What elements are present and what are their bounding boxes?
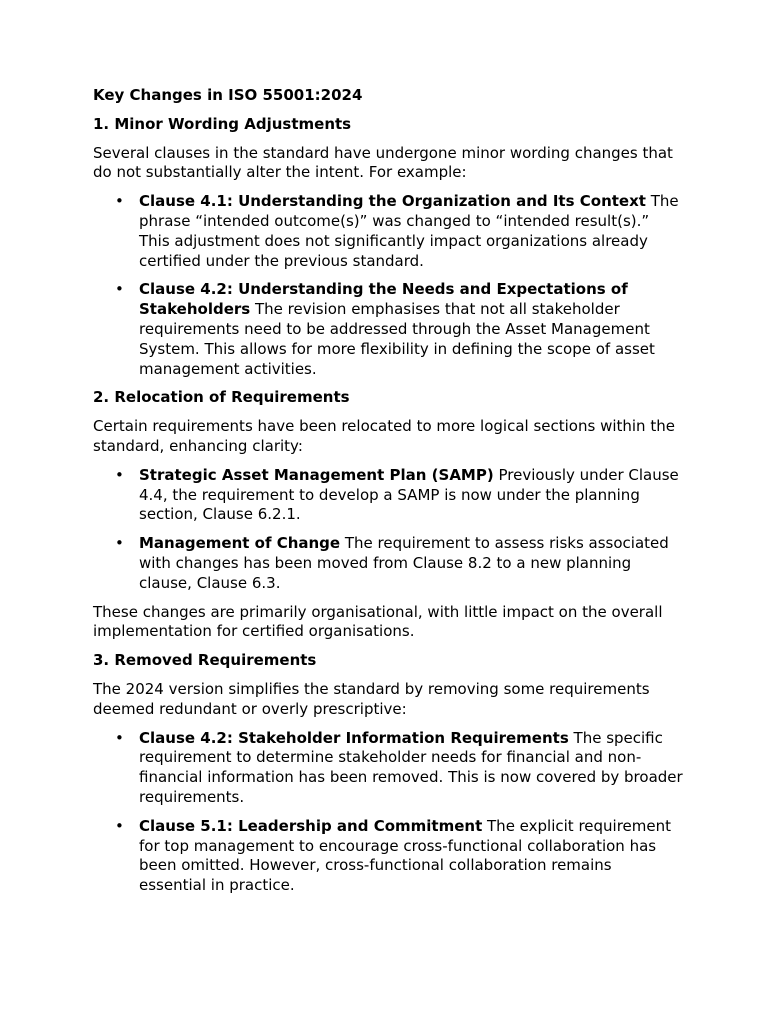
bullet-icon: • <box>115 192 124 211</box>
list-item <box>93 280 683 379</box>
item-term: Strategic Asset Management Plan (SAMP) <box>139 465 494 484</box>
bullet-icon: • <box>115 728 124 747</box>
bullet-list <box>93 466 683 594</box>
item-text: The requirement to assess risks associated with changes has been moved from Clause 8.2 to a new planning clause, Clause 6.3. <box>139 534 669 592</box>
item-text: The specific requirement to determine stakeholder needs for financial and non-financial information has been removed. This is now covered by broader requirements. <box>139 728 683 806</box>
bullet-icon: • <box>115 465 124 484</box>
document-title: Key Changes in ISO 55001:2024 <box>93 86 363 104</box>
list-item <box>93 817 683 896</box>
list-item <box>93 192 683 271</box>
section-heading: 1. Minor Wording Adjustments <box>93 114 352 133</box>
item-term: Management of Change <box>139 534 341 553</box>
section-intro: Certain requirements have been relocated to more logical sections within the standard, enhancing clarity: <box>93 417 675 455</box>
list-item <box>93 466 683 525</box>
item-term: Clause 4.2: Stakeholder Information Requirements <box>139 728 569 747</box>
item-term: Clause 5.1: Leadership and Commitment <box>139 816 483 835</box>
bullet-icon: • <box>115 534 124 553</box>
item-text: The revision emphasises that not all stakeholder requirements need to be addressed through the Asset Management System. This allows for more flexibility in defining the scope of asset management activities. <box>139 300 655 378</box>
item-text: Previously under Clause 4.4, the requirement to develop a SAMP is now under the planning section, Clause 6.2.1. <box>139 465 679 524</box>
section-outro: These changes are primarily organisational, with little impact on the overall implementation for certified organisations. <box>93 602 663 641</box>
bullet-icon: • <box>115 280 124 299</box>
section-intro: Several clauses in the standard have undergone minor wording changes that do not substantially alter the intent. For example: <box>93 143 673 182</box>
item-term: Clause 4.2: Understanding the Needs and Expectations of Stakeholders <box>139 280 628 319</box>
list-item <box>93 534 683 593</box>
bullet-icon: • <box>115 816 124 835</box>
item-text: The phrase “intended outcome(s)” was changed to “intended result(s).” This adjustment does not significantly impact organizations already certified under the previous standard. <box>139 192 679 270</box>
section-heading: 3. Removed Requirements <box>93 651 317 670</box>
bullet-list <box>93 192 683 379</box>
item-text: The explicit requirement for top management to encourage cross-functional collaboration has been omitted. However, cross-functional collaboration remains essential in practice. <box>139 816 672 895</box>
list-item <box>93 729 683 808</box>
bullet-list <box>93 729 683 896</box>
document-page <box>93 86 683 905</box>
section-heading: 2. Relocation of Requirements <box>93 388 350 407</box>
item-term: Clause 4.1: Understanding the Organization and Its Context <box>139 192 646 211</box>
section-intro: The 2024 version simplifies the standard by removing some requirements deemed redundant or overly prescriptive: <box>93 679 650 718</box>
